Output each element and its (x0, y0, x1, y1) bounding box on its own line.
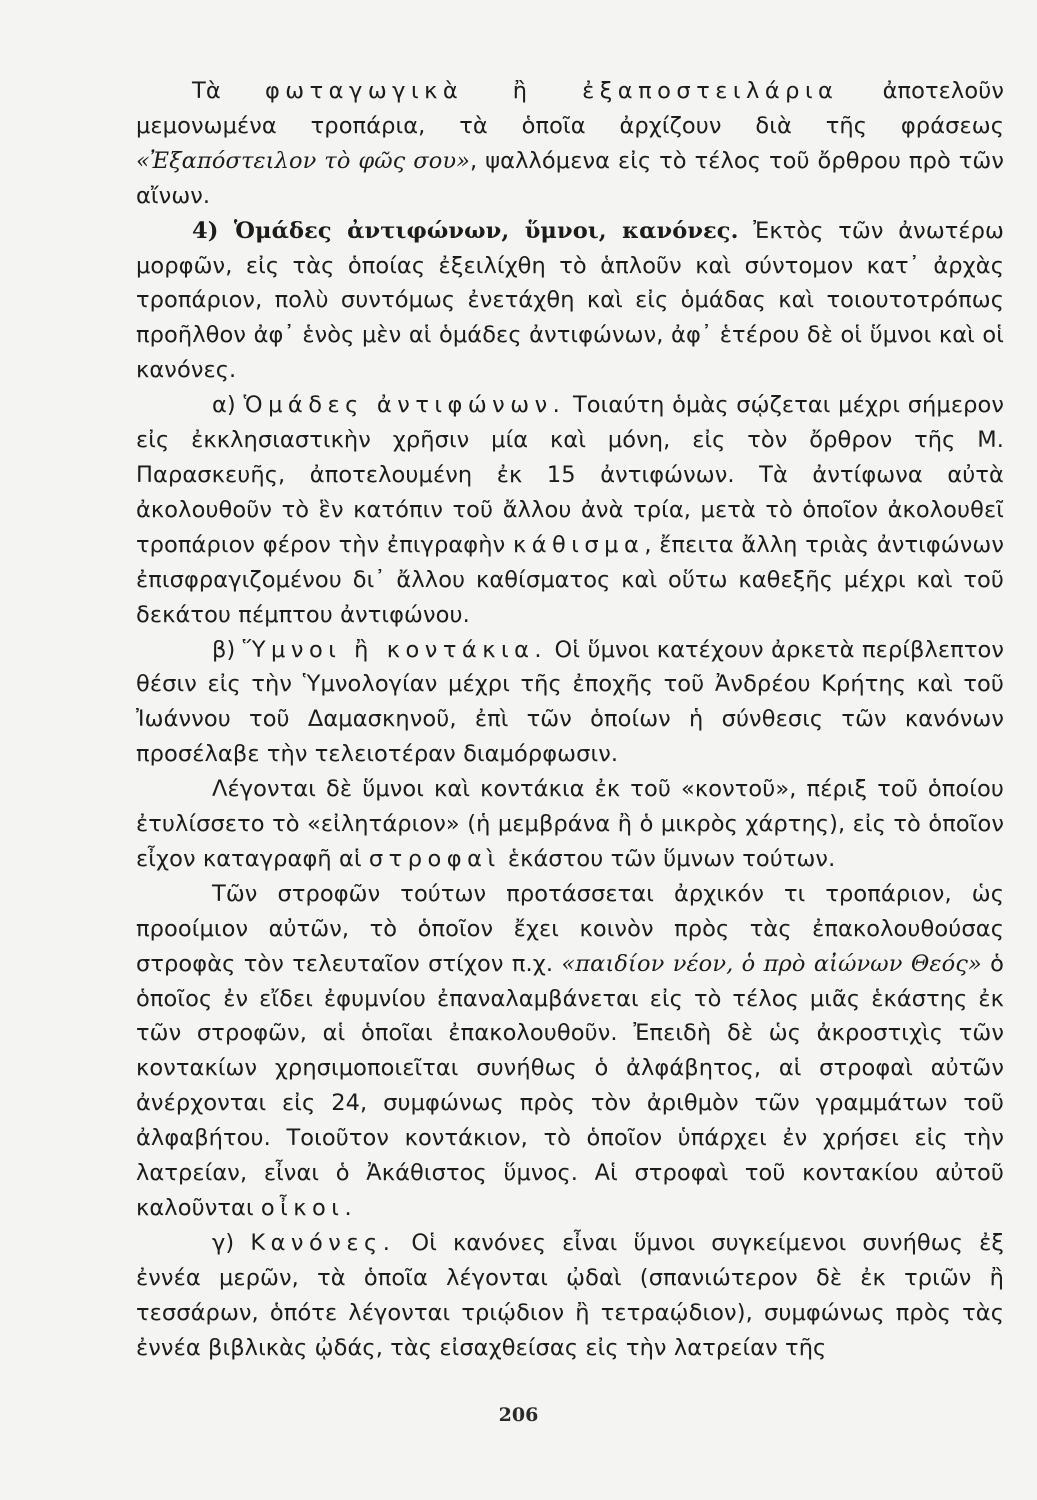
text-run: ἀποτελοῦν μεμονωμένα τροπάρια, τὰ ὁποῖα ἀρχίζουν διὰ τῆς φράσεως (136, 78, 1004, 139)
paragraph-canons (136, 1226, 1004, 1366)
spaced-term: οἶκοι (260, 1195, 345, 1221)
text-run: . (344, 1195, 352, 1221)
text-run: Οἱ κανόνες εἶναι ὕμνοι συγκείμενοι συνήθως ἐξ ἐννέα μερῶν, τὰ ὁποῖα λέγονται ᾠδαὶ (σπανιώτερον δὲ ἐκ τριῶν ἢ τεσσάρων, ὁπότε λέγονται τριῴδιον ἢ τετραῴδιον), συμφώνως πρὸς τὰς ἐννέα βιβλικὰς ᾠδάς, τὰς εἰσαχθείσας εἰς τὴν λατρείαν τῆς (136, 1229, 1005, 1361)
paragraph-kontakia-etymology (136, 772, 1004, 877)
paragraph-hymns (136, 633, 1004, 773)
spaced-term: στροφαὶ (368, 845, 501, 872)
paragraph-section-4 (136, 214, 1004, 389)
text-run: Τὰ (192, 78, 265, 104)
italic-quote: «παιδίον νέον, ὁ πρὸ αἰώνων Θεός» (561, 950, 982, 977)
text-run: , ἔπειτα ἄλλη τριὰς ἀντιφώνων ἐπισφραγιζομένου δι᾽ ἄλλου καθίσματος καὶ οὕτω καθεξῆς μέχρι καὶ τοῦ δεκάτου πέμπτου ἀντιφώνου. (136, 531, 1004, 628)
text-run: , ψαλλόμενα εἰς τὸ τέλος τοῦ ὄρθρου πρὸ τῶν αἴνων. (136, 147, 1004, 209)
text-run: Τῶν στροφῶν τούτων προτάσσεται ἀρχικόν τι τροπάριον, ὡς προοίμιον αὐτῶν, τὸ ὁποῖον ἔχει κοινὸν πρὸς τὰς ἐπακολουθούσας στροφὰς τὸν τελευταῖον στίχον π.χ. (136, 880, 1004, 977)
paragraph-strophes (136, 877, 1004, 1226)
text-run: Τοιαύτη ὁμὰς σῴζεται μέχρι σήμερον εἰς ἐκκλησιαστικὴν χρῆσιν μία καὶ μόνη, εἰς τὸν ὄρθρον τῆς Μ. Παρασκευῆς, ἀποτελουμένη ἐκ 15 ἀντιφώνων. Τὰ ἀντίφωνα αὐτὰ ἀκολουθοῦν τὸ ἓν κατόπιν τοῦ ἄλλου ἀνὰ τρία, μετὰ τὸ ὁποῖον ἀκολουθεῖ τροπάριον φέρον τὴν ἐπιγραφὴν (136, 392, 1005, 558)
section-heading: 4) Ὁμάδες ἀντιφώνων, ὕμνοι, κανόνες. (192, 217, 739, 244)
text-run: β) (212, 636, 243, 663)
paragraph-photagogika (136, 74, 1004, 214)
text-run: γ) (212, 1229, 251, 1256)
italic-quote: «Ἐξαπόστειλον τὸ φῶς σου» (136, 147, 471, 174)
page-number: 206 (498, 1404, 539, 1426)
text-run: Οἱ ὕμνοι κατέχουν ἀρκετὰ περίβλεπτον θέσιν εἰς τὴν Ὑμνολογίαν μέχρι τῆς ἐποχῆς τοῦ Ἀνδρέου Κρήτης καὶ τοῦ Ἰωάννου τοῦ Δαμασκηνοῦ, ἐπὶ τῶν ὁποίων ἡ σύνθεσις τῶν κανόνων προσέλαβε τὴν τελειοτέραν διαμόρφωσιν. (136, 636, 1005, 768)
spaced-term: φωταγωγικὰ ἢ ἐξαποστειλάρια (264, 78, 839, 104)
text-run: ὁ ὁποῖος ἐν εἴδει ἐφυμνίου ἐπαναλαμβάνεται εἰς τὸ τέλος μιᾶς ἑκάστης ἐκ τῶν στροφῶν, αἱ ὁποῖαι ἐπακολουθοῦν. Ἐπειδὴ δὲ ὡς ἀκροστιχὶς τῶν κοντακίων χρησιμοποιεῖται συνήθως ὁ ἀλφάβητος, αἱ στροφαὶ αὐτῶν ἀνέρχονται εἰς 24, συμφώνως πρὸς τὸν ἀριθμὸν τῶν γραμμάτων τοῦ ἀλφαβήτου. Τοιοῦτον κοντάκιον, τὸ ὁποῖον ὑπάρχει ἐν χρήσει εἰς τὴν λατρείαν, εἶναι ὁ Ἀκάθιστος ὕμνος. Αἱ στροφαὶ τοῦ κοντακίου αὐτοῦ καλοῦνται (136, 950, 1004, 1221)
paragraph-antiphons (136, 388, 1004, 632)
text-run: α) (212, 392, 244, 419)
spaced-term: Ὁμάδες ἀντιφώνων. (243, 392, 566, 419)
spaced-term: κάθισμα (512, 531, 645, 558)
text-run: Ἐκτὸς τῶν ἀνωτέρω μορφῶν, εἰς τὰς ὁποίας ἐξειλίχθη τὸ ἁπλοῦν καὶ σύντομον κατ᾽ ἀρχὰς τροπάριον, πολὺ συντόμως ἐνετάχθη καὶ εἰς ὁμάδας καὶ τοιουτοτρόπως προῆλθον ἀφ᾽ ἑνὸς μὲν αἱ ὁμάδες ἀντιφώνων, ἀφ᾽ ἑτέρου δὲ οἱ ὕμνοι καὶ οἱ κανόνες. (136, 217, 1004, 384)
text-run: ἑκάστου τῶν ὕμνων τούτων. (500, 845, 836, 872)
body-text (136, 74, 1004, 1366)
spaced-term: Ὕμνοι ἢ κοντάκια. (242, 636, 548, 663)
spaced-term: Κανόνες. (250, 1229, 396, 1256)
text-run: Λέγονται δὲ ὕμνοι καὶ κοντάκια ἐκ τοῦ «κοντοῦ», πέριξ τοῦ ὁποίου ἐτυλίσσετο τὸ «εἰλητάριον» (ἡ μεμβράνα ἢ ὁ μικρὸς χάρτης), εἰς τὸ ὁποῖον εἶχον καταγραφῆ αἱ (136, 776, 1004, 872)
